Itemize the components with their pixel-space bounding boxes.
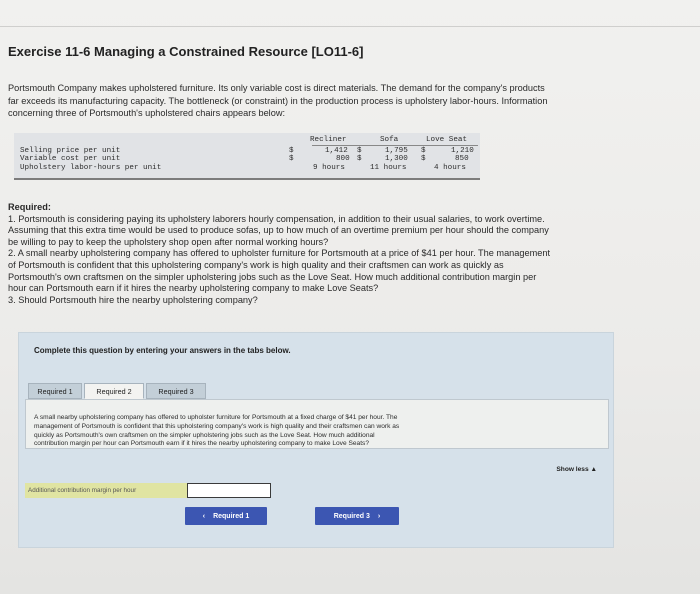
tab-required-1[interactable]: Required 1: [28, 383, 82, 399]
required-line: 2. A small nearby upholstering company has offered to upholster furniture for Portsmouth at a price of $41 per hour. The management: [8, 248, 551, 259]
top-divider: [0, 26, 700, 27]
answer-label: Additional contribution margin per hour: [25, 483, 187, 498]
header-underline: [312, 145, 478, 146]
row-label-selling-price: Selling price per unit: [20, 147, 121, 155]
required-section: [8, 202, 658, 306]
column-header-sofa: Sofa: [380, 136, 399, 144]
dollar-sign: $: [357, 155, 362, 163]
tab-question-line: quickly as Portsmouth's own craftsmen on the simpler upholstering jobs such as the Love Seat. How much additional: [34, 431, 375, 439]
product-data-table: [14, 133, 480, 180]
column-header-love-seat: Love Seat: [426, 136, 468, 144]
answer-panel: [18, 332, 614, 548]
chevron-right-icon: ›: [377, 512, 381, 520]
chevron-left-icon: ‹: [202, 512, 206, 520]
labor-hours-sofa: 11 hours: [370, 164, 407, 172]
prev-required-button[interactable]: [185, 507, 267, 525]
tab-required-2[interactable]: Required 2: [84, 383, 144, 399]
tab-question-line: contribution margin per hour can Portsmouth earn if it hires the nearby upholstering company to make Love Seats?: [34, 440, 369, 448]
dollar-sign: $: [357, 147, 362, 155]
prev-button-label: Required 1: [213, 512, 250, 520]
tab-question-line: management of Portsmouth is confident that this upholstering company's work is high quality and their craftsmen can work as: [34, 422, 400, 430]
next-required-button[interactable]: [315, 507, 399, 525]
labor-hours-recliner: 9 hours: [313, 164, 345, 172]
intro-line: far exceeds its manufacturing capacity. The bottleneck (or constraint) in the production process is upholstery labor-hours. Information: [8, 95, 548, 106]
tab-required-3[interactable]: Required 3: [146, 383, 206, 399]
required-line: hour can Portsmouth earn if it hires the nearby upholstering company to make Love Seats?: [8, 283, 379, 294]
selling-price-sofa: 1,795: [385, 147, 408, 155]
variable-cost-love-seat: 850: [455, 155, 469, 163]
required-heading: Required:: [8, 202, 51, 212]
selling-price-recliner: 1,412: [325, 147, 348, 155]
tab-question-line: A small nearby upholstering company has offered to upholster furniture for Portsmouth at a fixed charge of $41 per hour. The: [34, 414, 398, 421]
panel-instruction: Complete this question by entering your answers in the tabs below.: [34, 346, 291, 355]
row-label-variable-cost: Variable cost per unit: [20, 155, 121, 163]
contribution-margin-input[interactable]: [187, 483, 271, 498]
selling-price-love-seat: 1,210: [451, 147, 474, 155]
intro-line: concerning three of Portsmouth's upholstered chairs appears below:: [8, 108, 286, 118]
required-line: 1. Portsmouth is considering paying its upholstery laborers hourly compensation, in addition to their usual salaries, to work overtime.: [8, 213, 545, 224]
variable-cost-recliner: 800: [336, 155, 350, 163]
exercise-title: Exercise 11-6 Managing a Constrained Resource [LO11-6]: [8, 44, 364, 59]
intro-line: Portsmouth Company makes upholstered furniture. Its only variable cost is direct materials. The demand for the company's products: [8, 83, 545, 93]
tab-question-text: [34, 414, 604, 449]
row-label-labor-hours: Upholstery labor-hours per unit: [20, 164, 162, 172]
required-line: Portsmouth's own craftsmen on the simpler upholstering jobs such as the Love Seat. How much additional contribution margin per: [8, 271, 537, 282]
column-header-recliner: Recliner: [310, 136, 347, 144]
dollar-sign: $: [421, 155, 426, 163]
variable-cost-sofa: 1,300: [385, 155, 408, 163]
required-line: 3. Should Portsmouth hire the nearby upholstering company?: [8, 294, 258, 305]
show-less-link[interactable]: Show less ▲: [556, 466, 597, 473]
labor-hours-love-seat: 4 hours: [434, 164, 466, 172]
intro-paragraph: [8, 82, 658, 120]
required-line: be willing to pay to keep the upholstery shop open after normal working hours?: [8, 236, 329, 247]
next-button-label: Required 3: [333, 512, 370, 520]
required-line: of Portsmouth is confident that this upholstering company's work is high quality and their craftsmen can work as quickly as: [8, 259, 504, 270]
dollar-sign: $: [289, 155, 294, 163]
tab-content: [25, 399, 609, 449]
required-line: Assuming that this extra time would be used to produce sofas, up to how much of an overtime premium per hour should the company: [8, 225, 549, 236]
dollar-sign: $: [289, 147, 294, 155]
answer-row: [25, 483, 271, 498]
dollar-sign: $: [421, 147, 426, 155]
